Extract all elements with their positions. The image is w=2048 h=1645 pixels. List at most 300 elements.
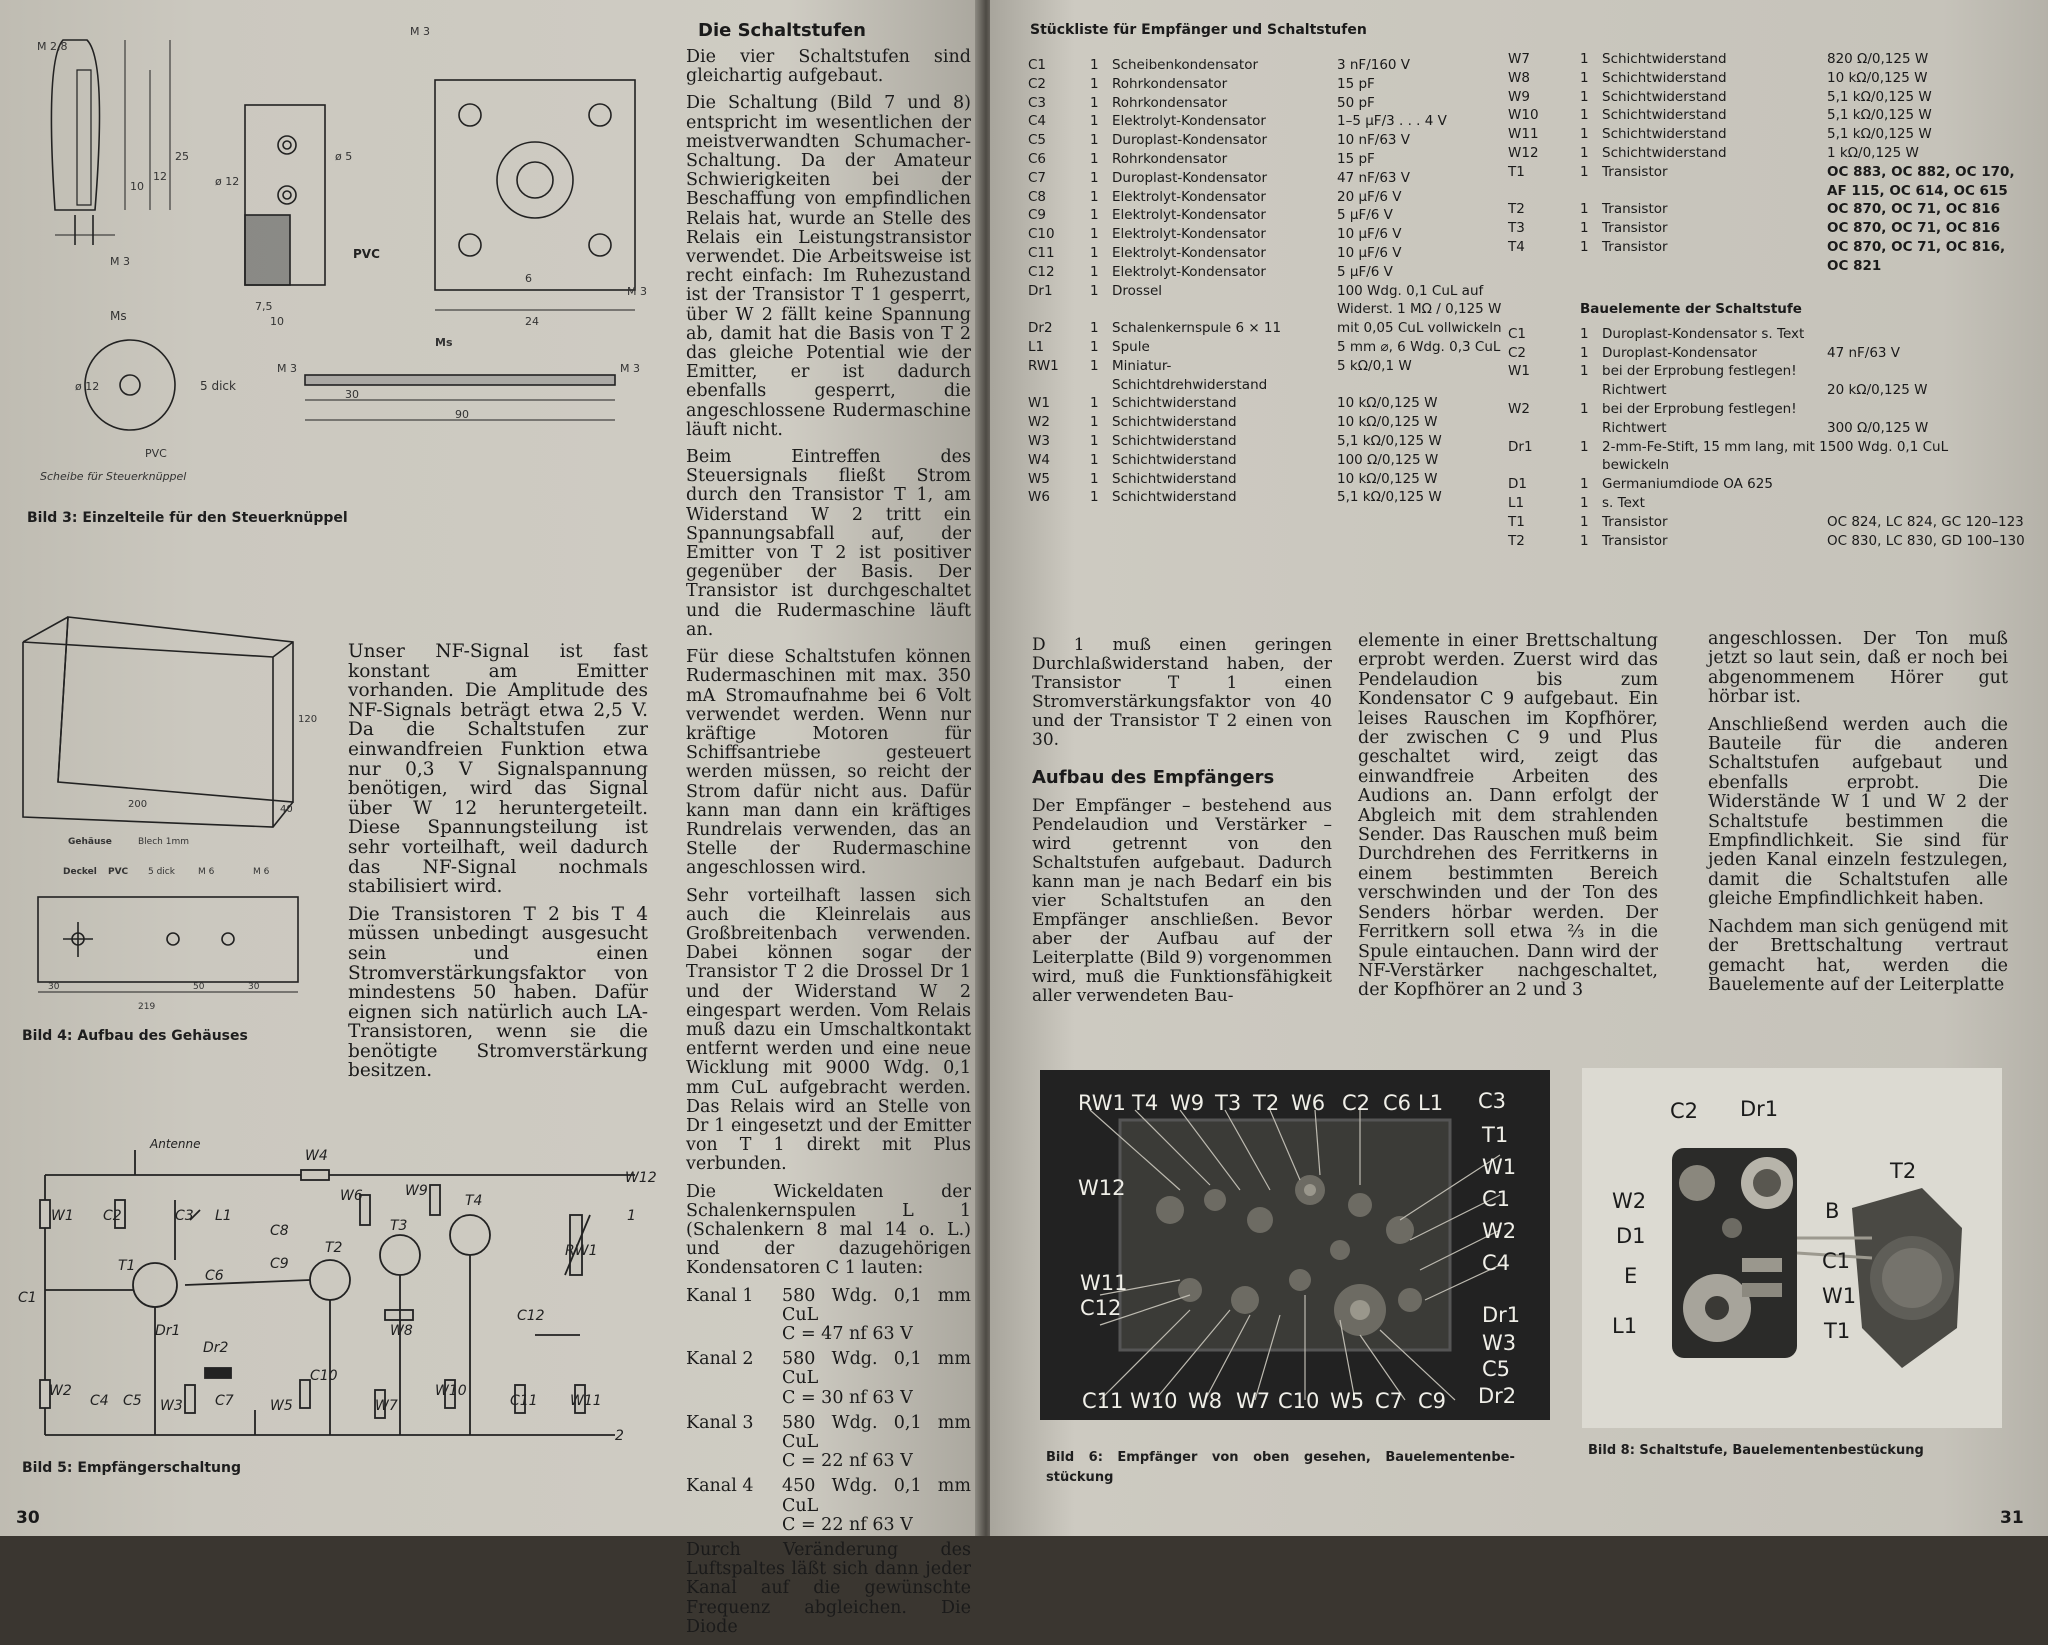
- paragraph: angeschlossen. Der Ton muß jetzt so laut sein, daß er noch bei abgenommenem Hörer gut hörbar ist.: [1708, 629, 2008, 708]
- fig8-label: W2: [1612, 1189, 1647, 1213]
- fig3-label: 5 dick: [200, 379, 236, 393]
- fig4-label: Blech 1mm: [138, 837, 189, 847]
- part-ref: W4: [1028, 451, 1050, 468]
- fig5-label: W9: [405, 1183, 428, 1199]
- parts-row: [1028, 432, 1528, 451]
- kanal-row: [686, 1287, 971, 1345]
- fig6-photo: [1040, 1070, 1550, 1420]
- part-name: Transistor: [1602, 238, 1668, 255]
- heading-aufbau: Aufbau des Empfängers: [1032, 767, 1275, 788]
- paragraph: Sehr vorteilhaft lassen sich auch die Kleinrelais aus Großbreitenbach verwenden. Dabei können sogar der Transistor T 2 die Drossel Dr 1 und der Widerstand W 2 eingespart werden. Vom Relais muß dazu ein Umschaltkontakt entfernt werden und eine neue Wicklung mit 9000 Wdg. 0,1 mm CuL aufgebracht werden. Das Relais wird an Stelle von Dr 1 eingesetzt und der Emitter von T 1 direkt mit Plus verbunden.: [686, 885, 971, 1175]
- part-ref: C12: [1028, 263, 1055, 280]
- parts-row: [1508, 69, 2028, 88]
- fig3-label: M 2,8: [37, 40, 68, 53]
- parts-list-left: [1028, 56, 1528, 507]
- part-qty: 1: [1090, 282, 1099, 299]
- part-qty: 1: [1090, 489, 1099, 506]
- fig6-label: W3: [1482, 1331, 1517, 1355]
- fig3-label: 90: [455, 408, 469, 421]
- part-value: OC 870, OC 71, OC 816: [1827, 201, 2001, 218]
- fig4-label: 30: [248, 982, 260, 992]
- fig5-label: RW1: [565, 1243, 598, 1259]
- part-ref: L1: [1028, 338, 1045, 355]
- paragraph: D 1 muß einen geringen Durchlaßwiderstand haben, der Transistor T 1 einen Stromverstärkungsfaktor von 40 und der Transistor T 2 einen von 30.: [1032, 635, 1332, 750]
- part-name: Scheibenkondensator: [1112, 57, 1259, 73]
- fig5-label: W4: [305, 1148, 328, 1164]
- part-ref: C6: [1028, 150, 1047, 167]
- fig5-label: Dr1: [155, 1323, 181, 1339]
- fig6-label: L1: [1418, 1091, 1444, 1115]
- fig4-label: 5 dick: [148, 867, 175, 877]
- part-ref: W10: [1508, 107, 1539, 124]
- fig4-label: Deckel: [63, 867, 97, 877]
- fig6-label: W5: [1330, 1389, 1365, 1413]
- kanal-row: [686, 1477, 971, 1535]
- part-value: 15 pF: [1337, 150, 1375, 167]
- kanal-name: Kanal 4: [686, 1476, 754, 1497]
- fig5-label: C12: [517, 1308, 545, 1324]
- fig3-label: M 3: [627, 285, 647, 298]
- fig6-label: W6: [1291, 1091, 1326, 1115]
- text-column-3: [1708, 630, 2008, 1003]
- part-qty: 1: [1090, 263, 1099, 280]
- part-qty: 1: [1090, 470, 1099, 487]
- part-name: Schichtwiderstand: [1112, 451, 1237, 468]
- part-qty: 1: [1580, 438, 1589, 455]
- part-qty: 1: [1090, 169, 1099, 186]
- part-ref: C10: [1028, 226, 1055, 243]
- fig8-label: C2: [1670, 1099, 1699, 1123]
- fig3-label: 6: [525, 272, 532, 285]
- part-value: 10 kΩ/0,125 W: [1827, 69, 1928, 86]
- part-ref: C7: [1028, 169, 1047, 186]
- paragraph: Nachdem man sich genügend mit der Brettschaltung vertraut gemacht hat, werden die Bauelemente auf der Leiterplatte: [1708, 916, 2008, 995]
- fig5-label: W12: [625, 1170, 657, 1186]
- fig8-label: Dr1: [1740, 1097, 1779, 1121]
- part-value: [1827, 494, 2028, 513]
- part-name: Rohrkondensator: [1112, 150, 1228, 167]
- kanal-cap: C = 22 nf 63 V: [782, 1514, 913, 1535]
- kanal-windings: 580 Wdg. 0,1 mm CuL: [782, 1412, 971, 1453]
- parts-row: [1028, 75, 1528, 94]
- part-value: 5,1 kΩ/0,125 W: [1827, 126, 1932, 143]
- part-qty: 1: [1580, 163, 1589, 180]
- fig3-label: 12: [153, 170, 167, 183]
- kanal-name: Kanal 1: [686, 1285, 754, 1306]
- kanal-windings: 450 Wdg. 0,1 mm CuL: [782, 1476, 971, 1516]
- fig4-label: Gehäuse: [68, 837, 112, 847]
- fig5-label: C10: [310, 1368, 338, 1384]
- parts-row: [1508, 362, 2028, 400]
- fig5-label: W10: [435, 1383, 467, 1399]
- fig8-label: T2: [1890, 1159, 1917, 1183]
- fig4-drawing: [18, 612, 338, 1012]
- left-page: [0, 0, 985, 1637]
- part-ref: W2: [1028, 414, 1050, 431]
- fig4-label: 120: [298, 714, 318, 725]
- parts-row: [1028, 244, 1528, 263]
- part-qty: 1: [1580, 238, 1589, 255]
- fig5-label: C7: [215, 1393, 234, 1409]
- part-value: 10 nF/63 V: [1337, 132, 1411, 149]
- part-name: Schichtwiderstand: [1602, 69, 1727, 86]
- parts-row: [1508, 400, 2028, 438]
- part-name: Schichtwiderstand: [1112, 470, 1237, 487]
- kanal-cap: C = 47 nf 63 V: [782, 1324, 913, 1344]
- part-ref: W8: [1508, 69, 1530, 86]
- text-column-right: [686, 48, 971, 1645]
- part-value: 47 nF/63 V: [1827, 344, 1901, 361]
- part-name: Spule: [1112, 338, 1150, 355]
- parts-row: [1028, 451, 1528, 470]
- part-qty: 1: [1090, 338, 1099, 355]
- part-ref: C11: [1028, 244, 1055, 261]
- fig3-label: 10: [130, 180, 144, 193]
- parts-row: [1508, 219, 2028, 238]
- paragraph: Die Transistoren T 2 bis T 4 müssen unbedingt ausgesucht sein und einen Stromverstärkungsfaktor von mindestens 50 haben. Dafür eignen sich natürlich auch LA-Transistoren, wenn sie die benötigte Stromverstärkung besitzen.: [348, 903, 648, 1082]
- parts-row: [1028, 338, 1528, 357]
- fig5-label: C8: [270, 1223, 289, 1239]
- part-name: Elektrolyt-Kondensator: [1112, 113, 1266, 130]
- parts-row: [1508, 475, 2028, 494]
- kanal-name: Kanal 3: [686, 1412, 754, 1433]
- stage-title: Bauelemente der Schaltstufe: [1580, 301, 1802, 317]
- fig5-label: W6: [340, 1188, 363, 1204]
- part-qty: 1: [1090, 320, 1099, 337]
- part-qty: 1: [1090, 150, 1099, 167]
- part-ref: T2: [1508, 532, 1525, 549]
- fig3-label: ø 5: [335, 150, 353, 163]
- part-name: Transistor: [1602, 201, 1668, 218]
- part-name: Duroplast-Kondensator s. Text: [1602, 325, 1805, 342]
- fig8-label: B: [1825, 1199, 1840, 1223]
- part-name: bei der Erprobung festlegen! Richtwert: [1602, 363, 1797, 399]
- part-ref: W1: [1028, 395, 1050, 412]
- fig6-label: C5: [1482, 1357, 1511, 1381]
- fig3-label: 25: [175, 150, 189, 163]
- parts-row: [1508, 200, 2028, 219]
- part-qty: 1: [1090, 132, 1099, 149]
- part-value: 5 mm ⌀, 6 Wdg. 0,3 CuL: [1337, 338, 1501, 355]
- part-name: Rohrkondensator: [1112, 94, 1228, 111]
- paragraph: Für diese Schaltstufen können Rudermaschinen mit max. 350 mA Stromaufnahme bei 6 Volt verwendet werden. Wenn nur kräftige Motoren für Schiffsantriebe gesteuert werden müssen, so reicht der Strom dafür nicht aus. Dafür kann man dann ein kräftiges Rundrelais verwenden, das an Stelle der Rudermaschine angeschlossen wird.: [686, 647, 971, 879]
- fig6-caption-line1: Bild 6: Empfänger von oben gesehen, Bauelementenbe-: [1046, 1450, 1515, 1465]
- fig5-label: C2: [103, 1208, 122, 1224]
- part-value: 10 kΩ/0,125 W: [1337, 395, 1438, 412]
- fig5-label: W7: [375, 1398, 398, 1414]
- fig6-label: W10: [1130, 1389, 1178, 1413]
- part-name: Schichtwiderstand: [1602, 107, 1727, 124]
- fig6-label: C10: [1278, 1389, 1320, 1413]
- parts-row: [1508, 238, 2028, 276]
- part-ref: C2: [1028, 75, 1047, 92]
- parts-row: [1028, 112, 1528, 131]
- fig6-label: C7: [1375, 1389, 1404, 1413]
- fig4-label: 40: [280, 804, 293, 815]
- part-ref: T4: [1508, 238, 1525, 255]
- part-name: Schichtwiderstand: [1112, 489, 1237, 506]
- fig6-label: C9: [1418, 1389, 1447, 1413]
- fig5-label: C3: [175, 1208, 194, 1224]
- part-qty: 1: [1580, 220, 1589, 237]
- fig8-label: L1: [1612, 1314, 1638, 1338]
- text-column-1: [1032, 636, 1332, 1014]
- fig6-label: W8: [1188, 1389, 1223, 1413]
- parts-row: [1508, 163, 2028, 201]
- parts-row: [1508, 438, 2028, 476]
- fig6-label: W7: [1236, 1389, 1271, 1413]
- fig4-label: M 6: [253, 867, 270, 877]
- fig4-label: PVC: [108, 867, 129, 877]
- part-name: Germaniumdiode OA 625: [1602, 476, 1773, 493]
- part-ref: C5: [1028, 132, 1047, 149]
- parts-row: [1508, 325, 2028, 344]
- part-name: Schichtwiderstand: [1112, 414, 1237, 431]
- part-ref: Dr1: [1028, 282, 1053, 299]
- parts-row: [1028, 206, 1528, 225]
- part-qty: 1: [1580, 363, 1589, 380]
- paragraph: Anschließend werden auch die Bauteile für die anderen Schaltstufen aufgebaut und ebenfalls erprobt. Die Widerstände W 1 und W 2 der Schaltstufe bestimmen die Empfindlichkeit. Sie sind für jeden Kanal einzeln festzulegen, damit die Schaltstufen alle gleiche Empfindlichkeit haben.: [1708, 714, 2008, 910]
- part-value: 5,1 kΩ/0,125 W: [1827, 88, 1932, 105]
- fig3-label: 7,5: [255, 300, 273, 313]
- fig5-label: W11: [570, 1393, 602, 1409]
- part-ref: Dr1: [1508, 438, 1533, 455]
- fig8-photo: [1582, 1068, 2002, 1428]
- part-ref: W12: [1508, 144, 1539, 161]
- part-ref: W7: [1508, 51, 1530, 67]
- fig6-label: Dr2: [1478, 1384, 1517, 1408]
- part-name: Elektrolyt-Kondensator: [1112, 226, 1266, 243]
- fig3-label: PVC: [353, 247, 380, 261]
- fig5-label: W1: [51, 1208, 74, 1224]
- fig6-label: W9: [1170, 1091, 1205, 1115]
- part-name: Rohrkondensator: [1112, 75, 1228, 92]
- part-ref: L1: [1508, 494, 1525, 511]
- part-name: Schichtwiderstand: [1602, 51, 1727, 67]
- fig3-label: M 3: [410, 25, 430, 38]
- part-name: Schichtwiderstand: [1112, 432, 1237, 449]
- parts-row: [1508, 125, 2028, 144]
- kanal-windings: 580 Wdg. 0,1 mm CuL: [782, 1285, 971, 1325]
- fig8-photo-graphic: [1582, 1068, 2002, 1428]
- parts-row: [1028, 357, 1528, 395]
- fig5-label: T1: [118, 1258, 136, 1274]
- part-ref: W5: [1028, 470, 1050, 487]
- fig6-label: C11: [1082, 1389, 1124, 1413]
- fig8-caption: Bild 8: Schaltstufe, Bauelementenbestückung: [1588, 1443, 1924, 1458]
- part-name: Elektrolyt-Kondensator: [1112, 207, 1266, 224]
- fig6-label: C3: [1478, 1089, 1507, 1113]
- part-qty: 1: [1090, 188, 1099, 205]
- paragraph: Unser NF-Signal ist fast konstant am Emitter vorhanden. Die Amplitude des NF-Signals beträgt etwa 2,5 V. Da die Schaltstufen zur einwandfreien Funktion etwa nur 0,3 V Signalspannung benötigen, wird das Signal über W 12 heruntergeteilt. Diese Spannungsteilung ist sehr vorteilhaft, weil dadurch das NF-Signal nochmals stabilisiert wird.: [348, 641, 648, 898]
- part-ref: C2: [1508, 344, 1527, 361]
- part-ref: W2: [1508, 400, 1530, 417]
- part-ref: T1: [1508, 513, 1525, 530]
- parts-row: [1508, 344, 2028, 363]
- part-name: Elektrolyt-Kondensator: [1112, 244, 1266, 261]
- fig5-label: Dr2: [203, 1340, 229, 1356]
- kanal-row: [686, 1350, 971, 1408]
- parts-list-title: Stückliste für Empfänger und Schaltstufen: [1030, 22, 1367, 38]
- text-column-2: [1358, 632, 1658, 1009]
- part-qty: 1: [1580, 494, 1589, 511]
- fig3-label: Ms: [435, 336, 453, 349]
- part-value: 50 pF: [1337, 94, 1375, 111]
- part-ref: RW1: [1028, 357, 1059, 374]
- part-value: 1–5 µF/3 . . . 4 V: [1337, 113, 1447, 130]
- part-qty: 1: [1090, 207, 1099, 224]
- part-name: Elektrolyt-Kondensator: [1112, 263, 1266, 280]
- part-name: s. Text: [1602, 494, 1645, 511]
- part-qty: 1: [1090, 395, 1099, 412]
- fig3-label: M 3: [110, 255, 130, 268]
- part-ref: W3: [1028, 432, 1050, 449]
- part-value: 300 Ω/0,125 W: [1827, 419, 1929, 436]
- part-value: mit 0,05 CuL vollwickeln: [1337, 320, 1502, 337]
- fig4-label: 30: [48, 982, 60, 992]
- fig3-label: M 3: [277, 362, 297, 375]
- fig6-label: C1: [1482, 1187, 1511, 1211]
- parts-row: [1508, 106, 2028, 125]
- fig6-label: W12: [1078, 1176, 1126, 1200]
- fig4-caption: Bild 4: Aufbau des Gehäuses: [22, 1028, 248, 1044]
- fig6-label: T4: [1132, 1091, 1159, 1115]
- part-value: [1827, 325, 2028, 344]
- parts-row: [1028, 470, 1528, 489]
- part-qty: 1: [1580, 325, 1589, 342]
- part-ref: W9: [1508, 88, 1530, 105]
- fig3-label: 24: [525, 315, 539, 328]
- part-ref: W1: [1508, 363, 1530, 380]
- part-name: Schichtwiderstand: [1602, 144, 1727, 161]
- parts-row: [1508, 513, 2028, 532]
- fig3-label: Ms: [110, 309, 127, 323]
- fig6-label: C2: [1342, 1091, 1371, 1115]
- part-value: 5,1 kΩ/0,125 W: [1337, 432, 1442, 449]
- fig4-label: 50: [193, 982, 205, 992]
- fig5-label: 1: [627, 1208, 636, 1224]
- parts-row: [1508, 494, 2028, 513]
- part-name: 2-mm-Fe-Stift, 15 mm lang, mit 1500 Wdg. 0,1 CuL bewickeln: [1602, 438, 1949, 474]
- fig3-caption: Bild 3: Einzelteile für den Steuerknüppel: [27, 510, 348, 526]
- fig4-label: 219: [138, 1002, 156, 1012]
- parts-row: [1028, 413, 1528, 432]
- parts-row: [1028, 263, 1528, 282]
- paragraph: Der Empfänger – bestehend aus Pendelaudion und Verstärker – wird getrennt von den Schaltstufen aufgebaut. Dadurch kann man je nach Bedarf ein bis vier Schaltstufen an den Empfänger anschließen. Bevor aber der Aufbau auf der Leiterplatte (Bild 9) vorgenommen wird, muß die Funktionsfähigkeit aller verwendeten Bau-: [1032, 796, 1332, 1006]
- parts-row: [1028, 225, 1528, 244]
- parts-row: [1028, 488, 1528, 507]
- part-ref: C8: [1028, 188, 1047, 205]
- paragraph: Durch Veränderung des Luftspaltes läßt sich dann jeder Kanal auf die gewünschte Frequenz abgleichen. Die Diode: [686, 1540, 971, 1637]
- part-value: 5 µF/6 V: [1337, 263, 1393, 280]
- part-name: Miniatur-Schichtdrehwiderstand: [1112, 357, 1268, 393]
- fig5-label: T3: [390, 1218, 408, 1234]
- part-value: 5,1 kΩ/0,125 W: [1827, 107, 1932, 124]
- part-ref: T3: [1508, 220, 1525, 237]
- parts-row: [1028, 150, 1528, 169]
- part-value: OC 870, OC 71, OC 816, OC 821: [1827, 238, 2006, 274]
- part-name: Transistor: [1602, 163, 1668, 180]
- fig5-label: 2: [615, 1428, 624, 1444]
- part-ref: C3: [1028, 94, 1047, 111]
- part-qty: 1: [1580, 344, 1589, 361]
- part-value: 10 µF/6 V: [1337, 226, 1402, 243]
- fig3-label: Scheibe für Steuerknüppel: [40, 470, 187, 483]
- parts-row: [1508, 532, 2028, 551]
- fig5-label: C6: [205, 1268, 224, 1284]
- parts-row: [1028, 169, 1528, 188]
- fig5-label: C1: [18, 1290, 37, 1306]
- fig6-label: T3: [1215, 1091, 1242, 1115]
- fig3-label: M 3: [620, 362, 640, 375]
- part-ref: W6: [1028, 489, 1050, 506]
- part-value: 47 nF/63 V: [1337, 169, 1411, 186]
- fig6-photo-graphic: [1040, 1070, 1550, 1420]
- part-name: Transistor: [1602, 532, 1668, 549]
- paragraph: Beim Eintreffen des Steuersignals fließt Strom durch den Transistor T 1, am Widerstand W 2 tritt ein Spannungsabfall auf, der Emitter von T 2 ist positiver gegenüber der Basis. Der Transistor ist durchgeschaltet und die Rudermaschine läuft an.: [686, 447, 971, 640]
- part-ref: C1: [1508, 325, 1527, 342]
- part-ref: Dr2: [1028, 320, 1053, 337]
- part-value: OC 824, LC 824, GC 120–123: [1827, 513, 2024, 530]
- part-qty: 1: [1580, 513, 1589, 530]
- kanal-cap: C = 30 nf 63 V: [782, 1387, 913, 1408]
- part-qty: 1: [1580, 144, 1589, 161]
- parts-row: [1028, 319, 1528, 338]
- part-qty: 1: [1090, 432, 1099, 449]
- part-value: 1 kΩ/0,125 W: [1827, 144, 1919, 161]
- parts-list-right: [1508, 50, 2028, 276]
- fig5-label: W2: [49, 1383, 72, 1399]
- fig8-label: C1: [1822, 1249, 1851, 1273]
- part-value: 20 kΩ/0,125 W: [1827, 382, 1928, 399]
- fig6-label: Dr1: [1482, 1303, 1521, 1327]
- text-column-mid: [348, 642, 648, 1089]
- parts-row: [1028, 282, 1528, 320]
- fig8-label: W1: [1822, 1284, 1857, 1308]
- part-name: Drossel: [1112, 282, 1163, 299]
- parts-row: [1508, 88, 2028, 107]
- part-value: OC 870, OC 71, OC 816: [1827, 220, 2001, 237]
- part-ref: T2: [1508, 201, 1525, 218]
- fig6-caption-line2: stückung: [1046, 1470, 1114, 1485]
- fig8-label: T1: [1824, 1319, 1851, 1343]
- part-value: 5 kΩ/0,1 W: [1337, 357, 1412, 374]
- part-ref: T1: [1508, 163, 1525, 180]
- part-qty: 1: [1580, 532, 1589, 549]
- part-ref: D1: [1508, 476, 1527, 493]
- fig4-label: M 6: [198, 867, 215, 877]
- part-qty: 1: [1090, 75, 1099, 92]
- fig5-label: C11: [510, 1393, 538, 1409]
- fig5-label: W3: [160, 1398, 183, 1414]
- part-name: Schichtwiderstand: [1112, 395, 1237, 412]
- paragraph: elemente in einer Brettschaltung erprobt werden. Zuerst wird das Pendelaudion bis zum Kondensator C 9 aufgebaut. Ein leises Rauschen im Kopfhörer, der zwischen C 9 und Plus geschaltet wird, zeigt das einwandfreie Arbeiten des Audions an. Dann erfolgt der Abgleich mit dem strahlenden Sender. Das Rauschen muß beim Durchdrehen des Ferritkerns in einem bestimmten Bereich verschwinden und der Ton des Senders hörbar werden. Der Ferritkern soll etwa ⅔ in die Spule eintauchen. Dann wird der NF-Verstärker nachgeschaltet, der Kopfhörer an 2 und 3: [1358, 631, 1658, 1001]
- kanal-row: [686, 1414, 971, 1472]
- paragraph: Die Schaltung (Bild 7 und 8) entspricht im wesentlichen der meistverwandten Schumacher-Schaltung. Da der Amateur Schwierigkeiten bei der Beschaffung von empfindlichen Relais hat, wurde an Stelle des Relais ein Leistungstransistor verwendet. Die Arbeitsweise ist recht einfach: Im Ruhezustand ist der Transistor T 1 gesperrt, über W 2 fällt keine Spannung ab, damit hat die Basis von T 2 das gleiche Potential wie der Emitter, er ist dadurch ebenfalls gesperrt, die angeschlossene Rudermaschine läuft nicht.: [686, 93, 971, 440]
- paragraph: Die Wickeldaten der Schalenkernspulen L 1 (Schalenkern 8 mal 14 o. L.) und der dazugehörigen Kondensatoren C 1 lauten:: [686, 1181, 971, 1279]
- part-value: 10 kΩ/0,125 W: [1337, 414, 1438, 431]
- fig5-label: T4: [465, 1193, 483, 1209]
- fig5-circuit: [15, 1137, 657, 1450]
- parts-row: [1508, 50, 2028, 69]
- part-name: Duroplast-Kondensator: [1112, 169, 1268, 186]
- part-value: 100 Wdg. 0,1 CuL auf Widerst. 1 MΩ / 0,125 W: [1337, 282, 1502, 318]
- part-qty: 1: [1580, 107, 1589, 124]
- part-qty: 1: [1090, 357, 1099, 374]
- part-qty: 1: [1580, 476, 1589, 493]
- part-qty: 1: [1090, 226, 1099, 243]
- part-name: Transistor: [1602, 220, 1668, 237]
